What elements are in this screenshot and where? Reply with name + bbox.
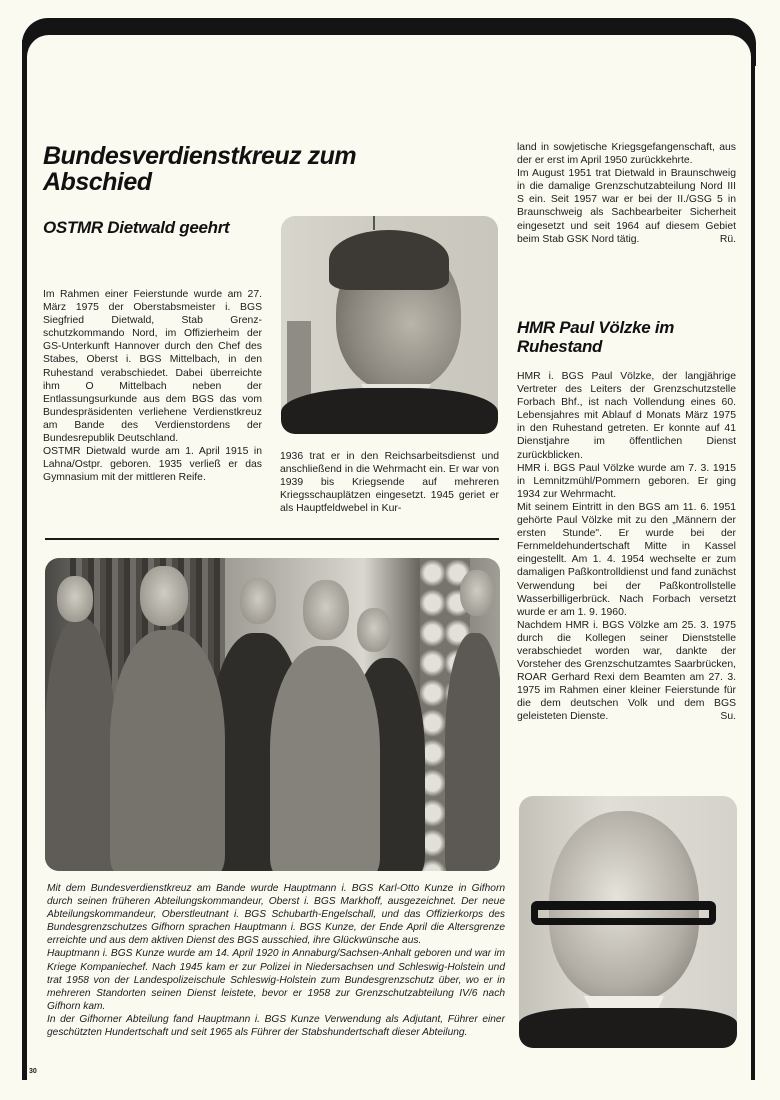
photo-person-awarding <box>110 630 225 871</box>
photo-face <box>140 566 188 626</box>
article-subhead-voelzke: HMR Paul Völzke im Ruhestand <box>517 318 675 356</box>
paragraph <box>517 167 736 246</box>
author-signature: Su. <box>720 711 736 723</box>
photo-jacket <box>519 1008 737 1048</box>
caption-paragraph: Mit dem Bundesverdienstkreuz am Bande wurde Hauptmann i. BGS Karl-Otto Kunze in Gifhorn durch seinen früheren Abteilungskommandeur, Oberst i. BGS Markhoff, ausgezeichnet. Der neue Abteilungskommandeur, Oberstleutnant i. BGS Schubarth-Engelschall, und das Offizierkorps des Bundesgrenzschutzes Gifhorn sprachen Hauptmann i. BGS Kunze, der Ende April die Altersgrenze erreichte und aus dem aktiven Dienst des BGS ausschied, ihre Glückwünsche aus. <box>47 883 505 947</box>
article-subhead-dietwald: OSTMR Dietwald geehrt <box>43 218 230 237</box>
caption-paragraph: In der Gifhorner Abteilung fand Hauptmann i. BGS Kunze Verwendung als Adjutant, Führer einer geschützten Hundertschaft und seit 1965 als Führer der Stabshundertschaft dieser Abteilung. <box>47 1013 505 1039</box>
article1-column-3 <box>517 141 736 246</box>
photo-face <box>460 570 494 616</box>
portrait-photo-dietwald <box>281 216 498 434</box>
article1-column-1 <box>43 288 262 484</box>
paragraph <box>517 619 736 724</box>
paragraph: HMR i. BGS Paul Völzke, der langjährige Vertreter des Leiters der Grenzschutzstelle Forbach Bhf., ist nach Vollendung eines 60. Lebensjahres mit Ablauf d Monats März 1975 in den Ruhestand getreten. Er konnte auf 41 Dienstjahre im öffentlichen Dienst zurückblicken. <box>517 371 736 461</box>
photo-face <box>357 608 391 652</box>
article1-column-2 <box>280 450 499 515</box>
photo-hair <box>329 230 449 290</box>
group-ceremony-photo <box>45 558 500 871</box>
photo-person-awarded <box>270 646 380 871</box>
page-number: 30 <box>29 1068 37 1075</box>
photo-person <box>445 633 500 871</box>
paragraph: OSTMR Dietwald wurde am 1. April 1915 in Lahna/Ostpr. geboren. 1935 verließ er das Gymnasium mit der mittleren Reife. <box>43 446 262 484</box>
paragraph-text: Nachdem HMR i. BGS Völzke am 25. 3. 1975 durch die Kollegen seiner Dienststelle verabschiedet worden war, dankte der Vorsteher des Grenzschutzamtes Saarbrücken, ROAR Gerhard Rexi dem Beamten am 27. 3. 1975 im Rahmen einer kleiner Feierstunde für die dem deutschen Volk und dem BGS geleisteten Dienste. <box>517 619 736 723</box>
photo-face <box>303 580 349 640</box>
caption-paragraph: Hauptmann i. BGS Kunze wurde am 14. April 1920 in Annaburg/Sachsen-Anhalt geboren und war im Kriege Kompaniechef. Nach 1945 kam er zur Polizei in Niedersachsen und Schleswig-Holstein und trat 1958 von der Landespolizeischule Schleswig-Holstein zum Bundesgrenzschutz über, wo er in mehreren Standorten seinen Dienst leistete, bevor er 1958 zur Grenzschutzabteilung IV/6 nach Gifhorn kam. <box>47 948 505 1012</box>
photo-caption <box>47 882 505 1039</box>
paragraph: 1936 trat er in den Reichsarbeitsdienst und anschließend in die Wehrmacht ein. Er war von 1939 bis Kriegsende auf mehreren Kriegsschauplätzen eingesetzt. 1945 geriet er als Hauptfeldwebel in Kur- <box>280 451 499 515</box>
paragraph: land in sowjetische Kriegsgefangenschaft, aus der er erst im April 1950 zurückkehrte. <box>517 142 736 167</box>
photo-person <box>45 618 115 871</box>
photo-face <box>57 576 93 622</box>
author-signature: Rü. <box>719 233 736 245</box>
print-mark <box>373 216 375 230</box>
page-frame-inner <box>27 35 751 95</box>
article-headline: Bundesverdienstkreuz zum Abschied <box>43 142 357 196</box>
section-divider <box>45 538 499 540</box>
photo-face <box>240 578 276 624</box>
photo-uniform <box>281 388 498 434</box>
paragraph: HMR i. BGS Paul Völzke wurde am 7. 3. 1915 in Lemnitzmühl/Pommern geboren. Er ging 1934 zur Wehrmacht. <box>517 462 736 500</box>
paragraph: Mit seinem Eintritt in den BGS am 11. 6. 1951 gehörte Paul Völzke mit zu den „Männern der ersten Stunde". Er wurde bei der Fernmeldehundertschaft Mitte in Kassel eingestellt. Am 1. 4. 1954 wechselte er zum damaligen Paßkontrolldienst und fand zunächst Verwendung bei der Paßkontrollstelle Wasserbilligerbrück. Nach Forbach versetzt wurde er am 1. 9. 1960. <box>517 501 736 618</box>
page-frame-right <box>751 40 755 1080</box>
page-frame-left <box>22 40 27 1080</box>
article2-body <box>517 370 736 724</box>
paragraph: Im Rahmen einer Feierstunde wurde am 27. März 1975 der Oberstabsmeister i. BGS Siegfried Dietwald, Stab Grenzschutzkommando Nord, im Offizierheim der GS-Unterkunft Hannover durch den Chef des Stabes, Oberst i. BGS Mittelbach, in den Ruhestand verabschiedet. Dabei überreichte ihm O Mittelbach neben der Entlassungsurkunde aus dem BGS das vom Bundespräsidenten verliehene Verdienstkreuz am Bande des Verdienstordens der Bundesrepublik Deutschland. <box>43 289 262 445</box>
paragraph-text: Im August 1951 trat Dietwald in Braunschweig in die damalige Grenzschutzabteilung Nord III S ein. Seit 1957 war er bei der II./GSG 5 in Braunschweig als Sachbearbeiter Sicherheit eingesetzt und seit 1964 auf diesem Gebiet beim Stab GSK Nord tätig. <box>517 168 736 245</box>
portrait-photo-voelzke <box>519 796 737 1048</box>
photo-glasses <box>531 901 716 925</box>
